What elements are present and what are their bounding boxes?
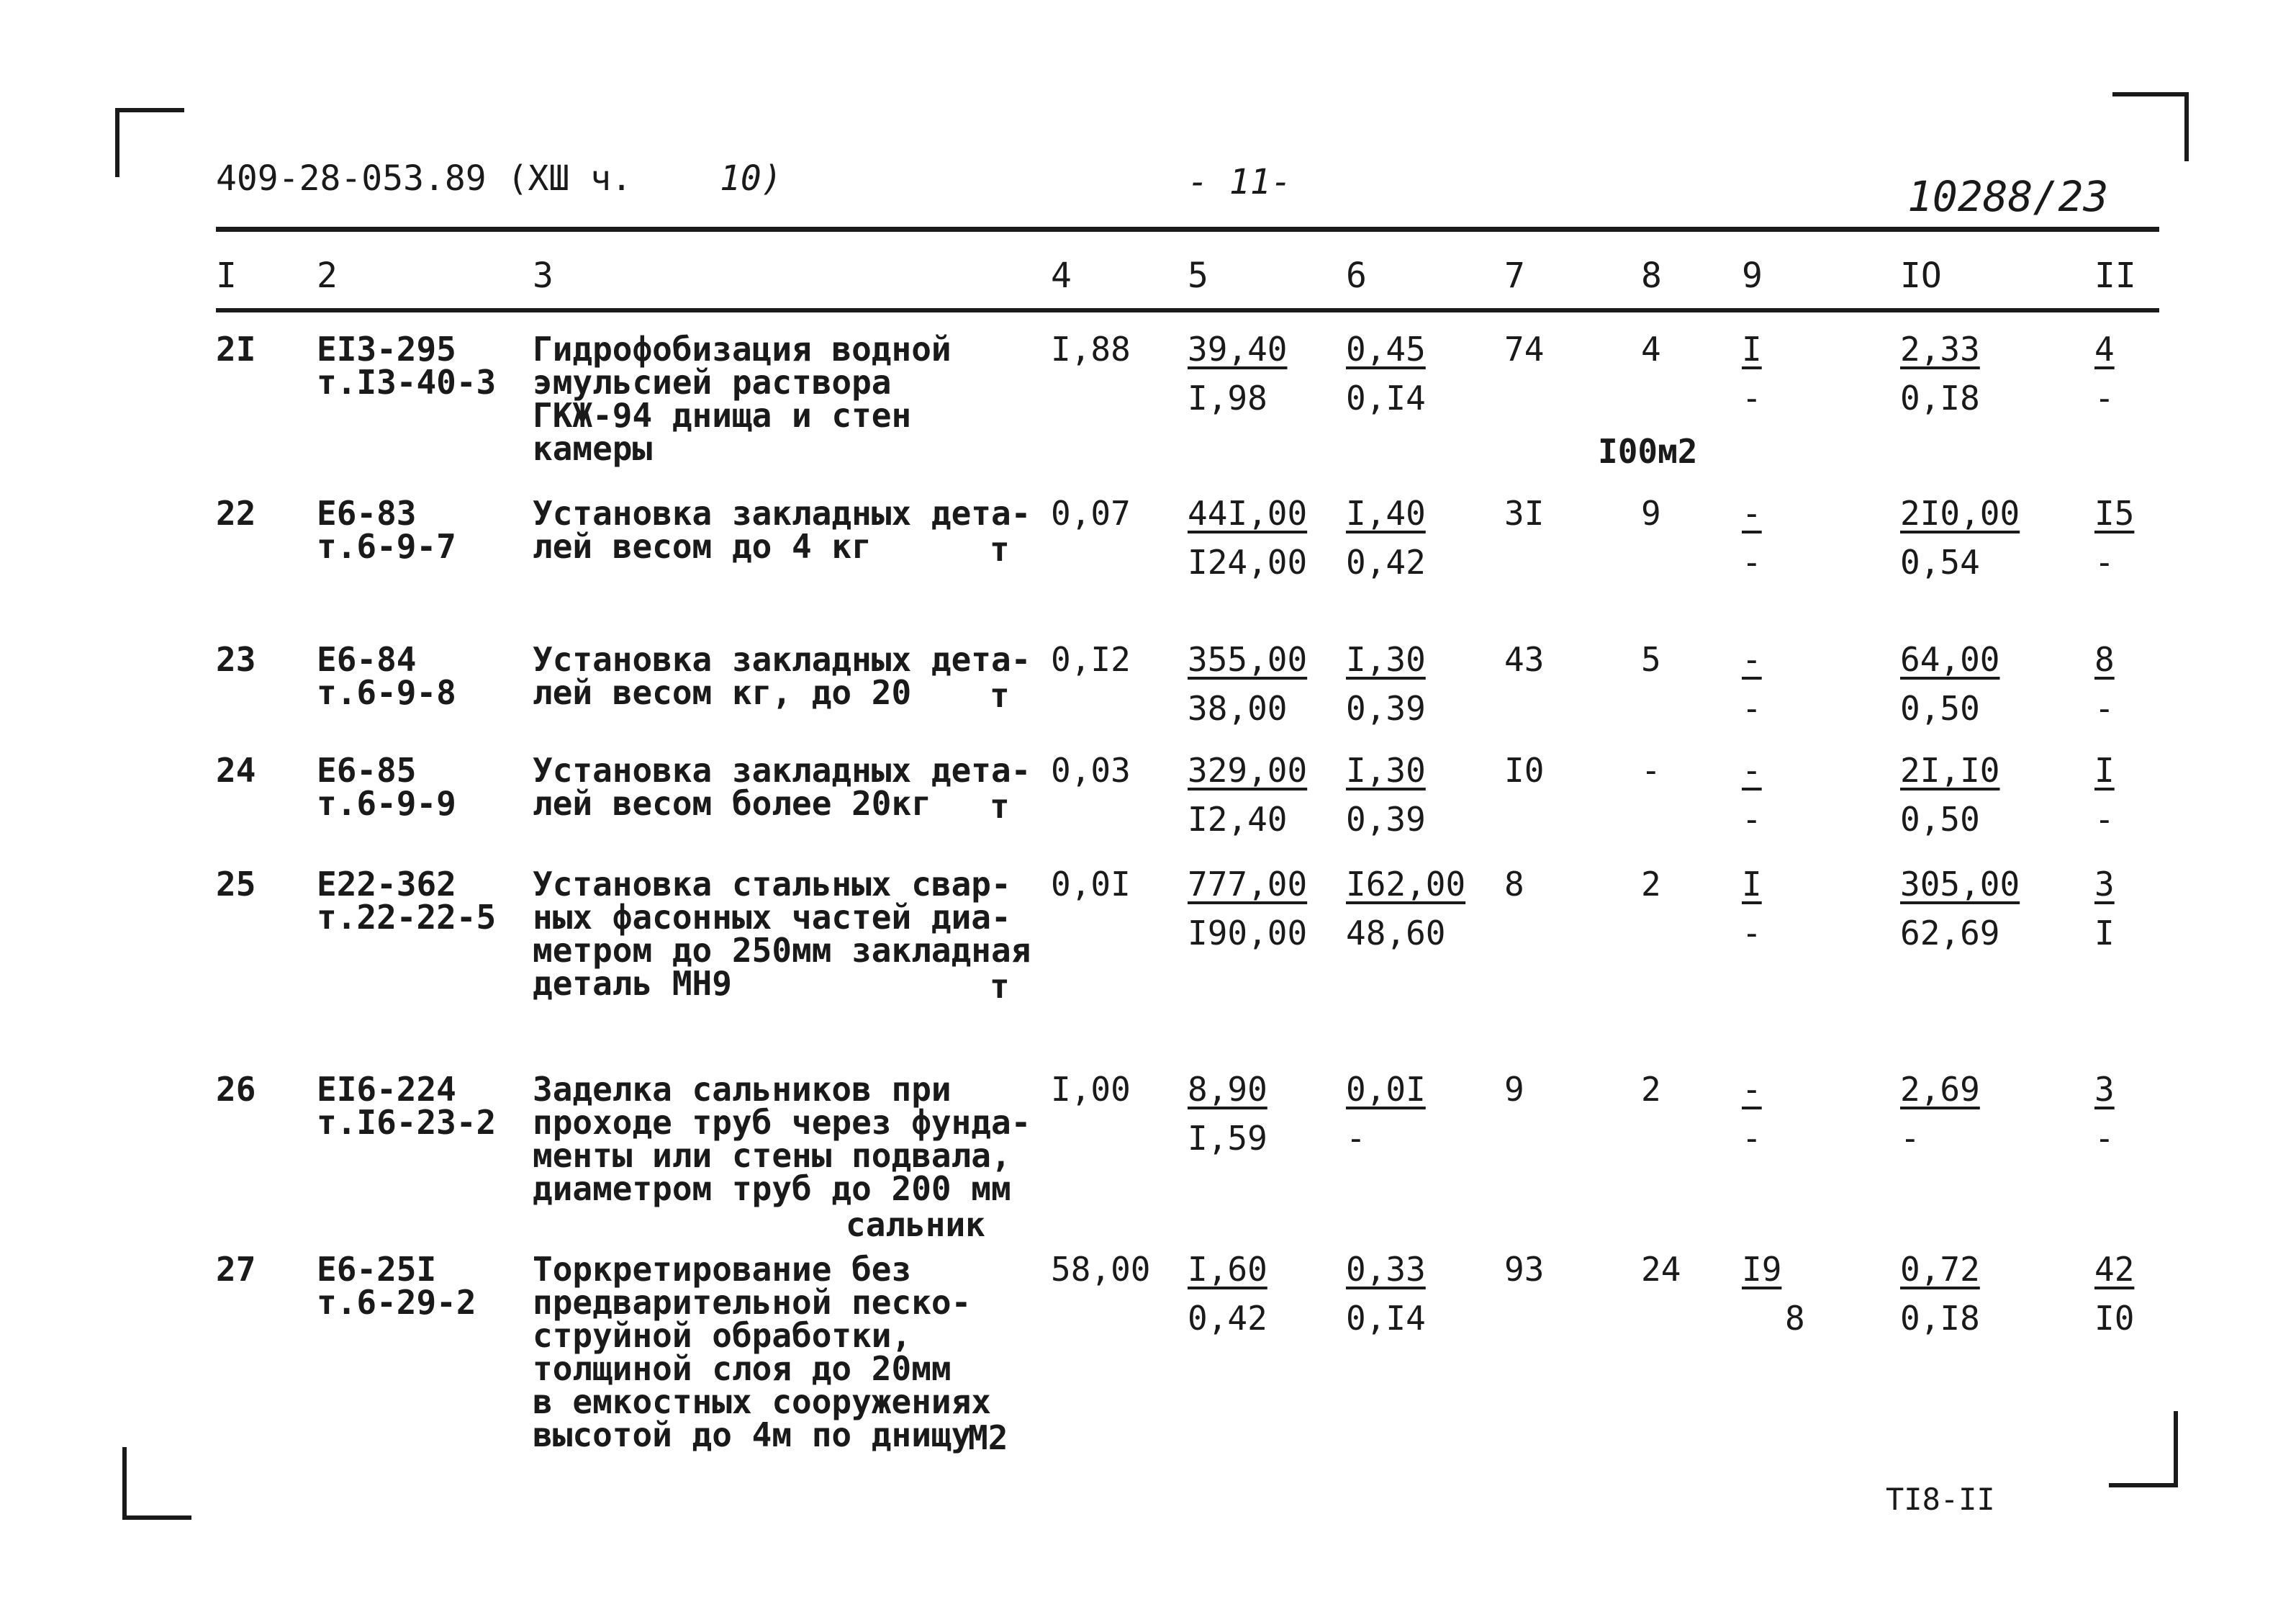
total-cost: 3I [1504, 494, 1545, 533]
header-rule-bottom [216, 308, 2159, 312]
column-number-10: IO [1900, 256, 1942, 296]
labor-unit: 305,00 [1900, 865, 2020, 904]
column-number-1: I [216, 256, 237, 296]
labor-total-machinists: I0 [2094, 1299, 2135, 1338]
labor-unit: 0,72 [1900, 1250, 1980, 1289]
total-machines: I9 [1742, 1250, 1782, 1289]
labor-total: 3 [2094, 1070, 2115, 1109]
unit-cost-total: 777,00 [1188, 865, 1308, 904]
unit-cost-total: 44I,00 [1188, 494, 1308, 533]
unit-cost-machine-wages: 0,39 [1346, 800, 1426, 839]
unit-cost-total: 329,00 [1188, 751, 1308, 790]
total-machine-wages: 8 [1785, 1299, 1805, 1338]
column-number-3: 3 [533, 256, 553, 296]
norm-code: E6-25I т.6-29-2 [317, 1250, 476, 1322]
unit-cost-wages: I2,40 [1188, 800, 1288, 839]
total-machine-wages: - [1742, 1119, 1762, 1158]
total-machine-wages: - [1742, 379, 1762, 418]
work-description: Установка закладных дета- лей весом более 20кг [533, 751, 1031, 823]
labor-total-machinists: - [2094, 379, 2115, 418]
column-number-11: II [2094, 256, 2136, 296]
labor-unit-machinists: 0,54 [1900, 543, 1980, 582]
unit-cost-machine-wages: 0,42 [1346, 543, 1426, 582]
total-machines: - [1742, 640, 1762, 679]
total-wages: - [1641, 751, 1661, 790]
labor-total: 4 [2094, 330, 2115, 369]
row-number: 27 [216, 1250, 256, 1289]
row-number: 2I [216, 330, 256, 369]
total-machine-wages: - [1742, 914, 1762, 952]
unit-cost-machines: 0,33 [1346, 1250, 1426, 1289]
unit-cost-total: 8,90 [1188, 1070, 1267, 1109]
labor-total: 8 [2094, 640, 2115, 679]
work-description: Установка закладных дета- лей весом до 4 кг [533, 494, 1031, 566]
total-cost: 43 [1504, 640, 1545, 679]
labor-unit-machinists: 62,69 [1900, 914, 2000, 952]
total-machines: - [1742, 494, 1762, 533]
work-description: Торкретирование без предварительной песко- струйной обработки, толщиной слоя до 20мм в емкостных сооружениях высотой до 4м по днищу [533, 1250, 991, 1454]
unit-cost-machines: 0,0I [1346, 1070, 1426, 1109]
unit-of-measure: М2 [968, 1418, 1008, 1457]
quantity: I,88 [1051, 330, 1131, 369]
column-number-6: 6 [1346, 256, 1367, 296]
work-description: Гидрофобизация водной эмульсией раствора ГКЖ-94 днища и стен камеры [533, 330, 952, 468]
unit-cost-machines: I,30 [1346, 751, 1426, 790]
total-machine-wages: - [1742, 689, 1762, 728]
unit-cost-total: 355,00 [1188, 640, 1308, 679]
unit-cost-wages: 38,00 [1188, 689, 1288, 728]
total-wages: 5 [1641, 640, 1661, 679]
total-wages: 9 [1641, 494, 1661, 533]
work-description: Заделка сальников при проходе труб через фунда- менты или стены подвала, диаметром труб до 200 мм [533, 1070, 1031, 1208]
header-rule-top [216, 227, 2159, 232]
norm-code: E22-362 т.22-22-5 [317, 865, 497, 937]
unit-of-measure: т [990, 787, 1010, 826]
document-code: 409-28-053.89 (XШ ч. [216, 158, 632, 199]
total-wages: 4 [1641, 330, 1661, 369]
document-part: 10) [720, 158, 782, 199]
labor-total: I [2094, 751, 2115, 790]
labor-unit: 64,00 [1900, 640, 2000, 679]
unit-cost-machines: 0,45 [1346, 330, 1426, 369]
labor-total-machinists: - [2094, 800, 2115, 839]
total-machine-wages: - [1742, 800, 1762, 839]
labor-total-machinists: I [2094, 914, 2115, 952]
row-number: 26 [216, 1070, 256, 1109]
work-description: Установка стальных свар- ных фасонных частей диа- метром до 250мм закладная деталь МН9 [533, 865, 1031, 1003]
labor-total: I5 [2094, 494, 2135, 533]
unit-cost-machine-wages: 0,I4 [1346, 1299, 1426, 1338]
quantity: I,00 [1051, 1070, 1131, 1109]
total-wages: 24 [1641, 1250, 1681, 1289]
unit-of-measure: т [990, 967, 1010, 1006]
labor-unit: 2,33 [1900, 330, 1980, 369]
unit-cost-machine-wages: 48,60 [1346, 914, 1446, 952]
total-cost: 8 [1504, 865, 1524, 904]
footer-stamp: TI8-II [1886, 1482, 1995, 1517]
norm-code: E6-84 т.6-9-8 [317, 640, 456, 712]
unit-cost-machine-wages: 0,39 [1346, 689, 1426, 728]
total-wages: 2 [1641, 1070, 1661, 1109]
unit-of-measure: сальник [846, 1205, 985, 1244]
row-number: 22 [216, 494, 256, 533]
norm-code: EI3-295 т.I3-40-3 [317, 330, 497, 402]
quantity: 0,I2 [1051, 640, 1131, 679]
labor-total-machinists: - [2094, 1119, 2115, 1158]
unit-of-measure: I00м2 [1598, 432, 1698, 471]
work-description: Установка закладных дета- лей весом кг, до 20 [533, 640, 1031, 712]
corner-mark-top-left [115, 108, 184, 177]
quantity: 0,03 [1051, 751, 1131, 790]
norm-code: E6-83 т.6-9-7 [317, 494, 456, 566]
unit-cost-machines: I,40 [1346, 494, 1426, 533]
corner-mark-top-right [2112, 92, 2189, 161]
column-number-8: 8 [1641, 256, 1662, 296]
total-wages: 2 [1641, 865, 1661, 904]
labor-total-machinists: - [2094, 689, 2115, 728]
labor-unit-machinists: 0,I8 [1900, 1299, 1980, 1338]
row-number: 24 [216, 751, 256, 790]
corner-mark-bottom-left [122, 1447, 191, 1520]
quantity: 58,00 [1051, 1250, 1151, 1289]
unit-of-measure: т [990, 676, 1010, 715]
norm-code: E6-85 т.6-9-9 [317, 751, 456, 823]
labor-unit: 2I,I0 [1900, 751, 2000, 790]
total-machines: - [1742, 1070, 1762, 1109]
total-cost: I0 [1504, 751, 1545, 790]
unit-cost-wages: I,59 [1188, 1119, 1267, 1158]
quantity: 0,07 [1051, 494, 1131, 533]
total-cost: 74 [1504, 330, 1545, 369]
total-cost: 93 [1504, 1250, 1545, 1289]
labor-unit: 2I0,00 [1900, 494, 2020, 533]
unit-cost-wages: I,98 [1188, 379, 1267, 418]
total-machine-wages: - [1742, 543, 1762, 582]
quantity: 0,0I [1051, 865, 1131, 904]
unit-cost-total: I,60 [1188, 1250, 1267, 1289]
column-number-9: 9 [1742, 256, 1763, 296]
column-number-7: 7 [1504, 256, 1525, 296]
unit-cost-total: 39,40 [1188, 330, 1288, 369]
total-machines: I [1742, 865, 1762, 904]
total-machines: I [1742, 330, 1762, 369]
unit-of-measure: т [990, 530, 1010, 569]
total-machines: - [1742, 751, 1762, 790]
unit-cost-machines: I62,00 [1346, 865, 1466, 904]
labor-total-machinists: - [2094, 543, 2115, 582]
unit-cost-wages: I24,00 [1188, 543, 1308, 582]
column-number-4: 4 [1051, 256, 1072, 296]
unit-cost-wages: I90,00 [1188, 914, 1308, 952]
labor-unit: 2,69 [1900, 1070, 1980, 1109]
column-number-2: 2 [317, 256, 338, 296]
labor-total: 3 [2094, 865, 2115, 904]
unit-cost-machine-wages: - [1346, 1119, 1366, 1158]
unit-cost-machine-wages: 0,I4 [1346, 379, 1426, 418]
sheet-number: 10288/23 [1907, 172, 2109, 221]
unit-cost-wages: 0,42 [1188, 1299, 1267, 1338]
page-number: - 11- [1188, 162, 1292, 202]
total-cost: 9 [1504, 1070, 1524, 1109]
row-number: 23 [216, 640, 256, 679]
column-number-5: 5 [1188, 256, 1208, 296]
labor-unit-machinists: 0,I8 [1900, 379, 1980, 418]
corner-mark-bottom-right [2109, 1411, 2178, 1487]
labor-unit-machinists: - [1900, 1119, 1920, 1158]
norm-code: EI6-224 т.I6-23-2 [317, 1070, 497, 1142]
labor-unit-machinists: 0,50 [1900, 689, 1980, 728]
labor-unit-machinists: 0,50 [1900, 800, 1980, 839]
unit-cost-machines: I,30 [1346, 640, 1426, 679]
row-number: 25 [216, 865, 256, 904]
labor-total: 42 [2094, 1250, 2135, 1289]
